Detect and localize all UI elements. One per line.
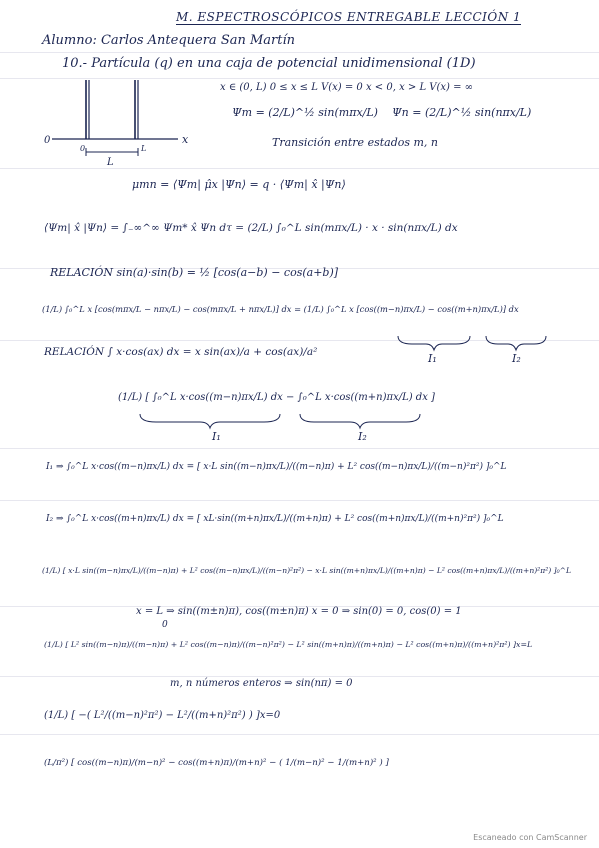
scanner-watermark: Escaneado con CamScanner bbox=[473, 833, 587, 842]
equation-expanded: (1/L) ∫₀^L x [cos(mπx/L − nπx/L) − cos(mπx/L + nπx/L)] dx = (1/L) ∫₀^L x [cos((m−n)πx/L) − cos((m+n)πx/L)] dx bbox=[42, 304, 519, 314]
equation-evaluation: x = L ⇒ sin((m±n)π), cos((m±n)π) x = 0 ⇒ sin(0) = 0, cos(0) = 1 bbox=[136, 606, 462, 617]
equation-i1: I₁ ⇒ ∫₀^L x·cos((m−n)πx/L) dx = [ x·L sin((m−n)πx/L)/((m−n)π) + L² cos((m−n)πx/L)/((m−n)²π²) ]₀^L bbox=[46, 462, 507, 472]
equation-integral: ⟨Ψm| x̂ |Ψn⟩ = ∫₋∞^∞ Ψm* x̂ Ψn dτ = (2/L) ∫₀^L sin(mπx/L) · x · sin(nπx/L) dx bbox=[44, 222, 458, 234]
brace-label-i1-upper: I₁ bbox=[428, 352, 437, 365]
problem-statement: 10.- Partícula (q) en una caja de potencial unidimensional (1D) bbox=[62, 56, 476, 71]
equation-combined: (1/L) [ x·L sin((m−n)πx/L)/((m−n)π) + L² cos((m−n)πx/L)/((m−n)²π²) − x·L sin((m+n)πx/L)/((m+n)π) − L² cos((m+n)πx/L)/((m+n)²π²) ]₀^L bbox=[42, 566, 572, 575]
equation-i2: I₂ ⇒ ∫₀^L x·cos((m+n)πx/L) dx = [ xL·sin((m+n)πx/L)/((m+n)π) + L² cos((m+n)πx/L)/((m+n)²π²) ]₀^L bbox=[46, 514, 504, 524]
width-label: L bbox=[107, 157, 114, 168]
potential-well-diagram bbox=[40, 72, 230, 172]
tick-l: L bbox=[141, 144, 147, 153]
brace-label-i1-lower: I₁ bbox=[212, 430, 221, 443]
origin-label: 0 bbox=[44, 135, 51, 146]
tick-zero: 0 bbox=[80, 144, 86, 153]
psi-m: Ψm = (2/L)^½ sin(mπx/L) bbox=[232, 106, 378, 119]
equation-final: (L/π²) [ cos((m−n)π)/(m−n)² − cos((m+n)π)/(m+n)² − ( 1/(m−n)² − 1/(m+n)² ) ] bbox=[44, 758, 389, 768]
x-axis-label: x bbox=[182, 133, 189, 146]
equation-dipole: μmn = ⟨Ψm| μ̂x |Ψn⟩ = q · ⟨Ψm| x̂ |Ψn⟩ bbox=[132, 178, 346, 191]
equation-at-zero: (1/L) [ −( L²/((m−n)²π²) − L²/((m+n)²π²) ) ]x=0 bbox=[44, 710, 281, 721]
brace-label-i2-lower: I₂ bbox=[358, 430, 367, 443]
equation-split: (1/L) [ ∫₀^L x·cos((m−n)πx/L) dx − ∫₀^L x·cos((m+n)πx/L) dx ] bbox=[118, 392, 435, 403]
equation-relation-xcos: RELACIÓN ∫ x·cos(ax) dx = x sin(ax)/a + cos(ax)/a² bbox=[44, 346, 318, 358]
transition-label: Transición entre estados m, n bbox=[272, 136, 439, 149]
psi-n: Ψn = (2/L)^½ sin(nπx/L) bbox=[392, 106, 532, 119]
student-name: Alumno: Carlos Antequera San Martín bbox=[42, 33, 296, 48]
page-title: M. ESPECTROSCÓPICOS ENTREGABLE LECCIÓN 1 bbox=[176, 10, 522, 24]
equation-integers: m, n números enteros ⇒ sin(nπ) = 0 bbox=[170, 678, 353, 689]
domain-conditions: x ∈ (0, L) 0 ≤ x ≤ L V(x) = 0 x < 0, x > L V(x) = ∞ bbox=[220, 82, 473, 93]
equation-at-l: (1/L) [ L² sin((m−n)π)/((m−n)π) + L² cos((m−n)π)/((m−n)²π²) − L² sin((m+n)π)/((m+n)π) − L² cos((m+n)π)/((m+n)²π²) ]x=L bbox=[44, 640, 533, 649]
zero-mark: 0 bbox=[162, 620, 168, 630]
brace-label-i2-upper: I₂ bbox=[512, 352, 521, 365]
equation-relation-sin: RELACIÓN sin(a)·sin(b) = ½ [cos(a−b) − cos(a+b)] bbox=[50, 266, 339, 279]
